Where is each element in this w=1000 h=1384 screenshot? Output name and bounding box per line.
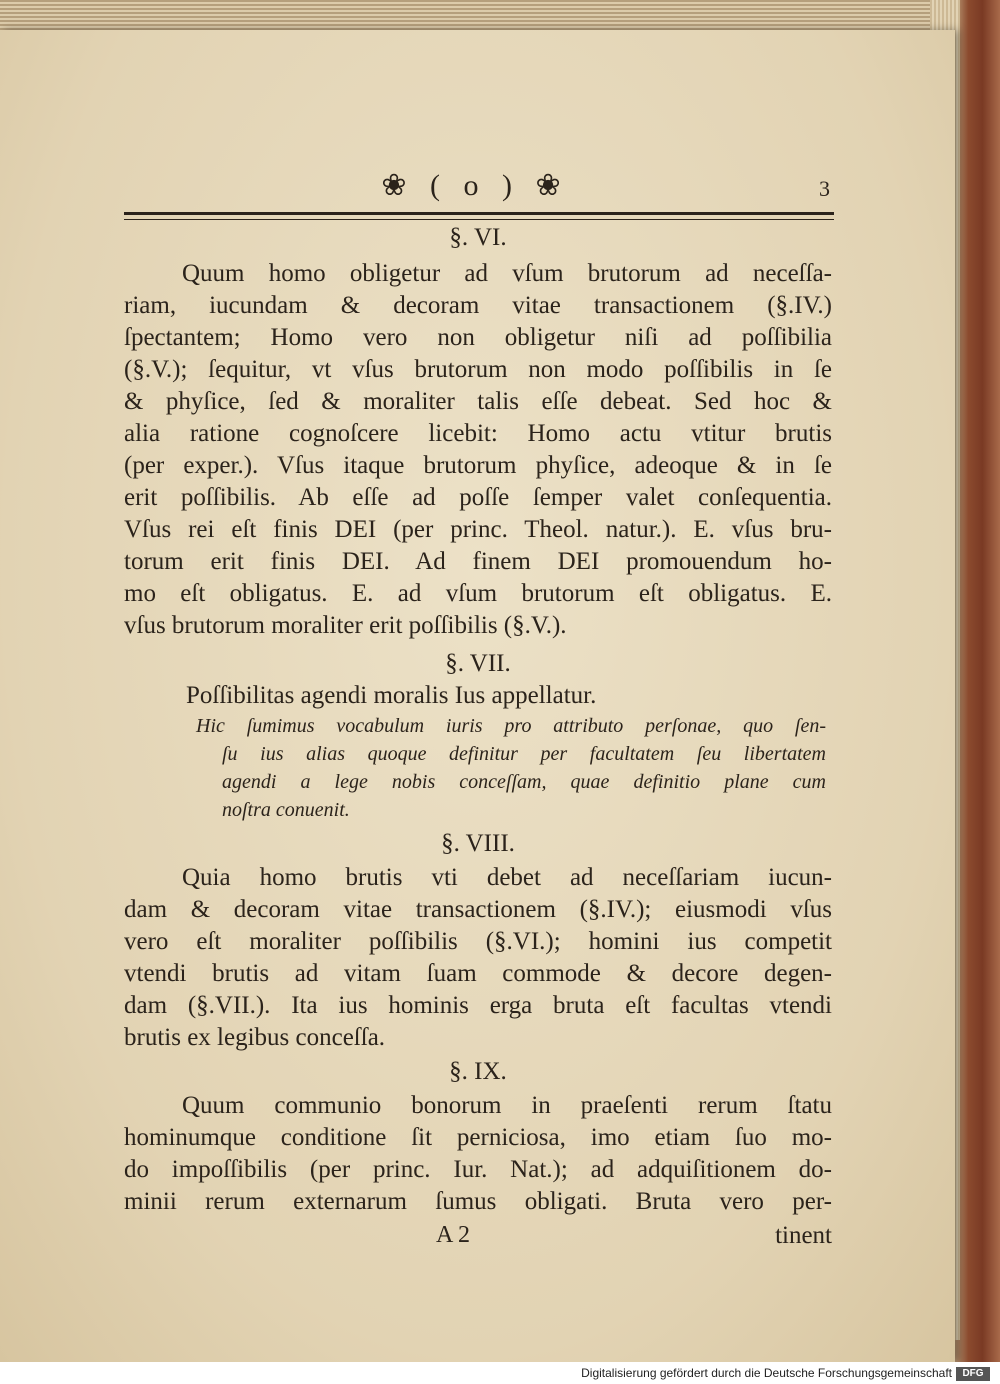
section-heading-8: §. VIII. [441,830,515,857]
paragraph-line: Quum homo obligetur ad vſum brutorum ad neceſſa- [182,260,832,287]
section-heading-6: §. VI. [449,224,507,251]
note-line: agendi a lege nobis conceſſam, quae definitio plane cum [222,771,826,793]
footer-bar [0,1362,1000,1384]
paragraph-line: vero eſt moraliter poſſibilis (§.VI.); homini ius competit [124,928,832,955]
paragraph-line: riam, iucundam & decoram vitae transactionem (§.IV.) [124,292,832,319]
funding-credit: Digitalisierung gefördert durch die Deutsche Forschungsgemeinschaft [581,1366,952,1380]
page-number: 3 [819,176,830,201]
paragraph-line: vſus brutorum moraliter erit poſſibilis (§.V.). [124,612,567,639]
paragraph-line: & phyſice, ſed & moraliter talis eſſe debeat. Sed hoc & [124,388,832,415]
running-header [120,168,830,208]
paragraph-line: ſpectantem; Homo vero non obligetur niſi ad poſſibilia [124,324,832,351]
signature-mark: A 2 [436,1222,471,1248]
paragraph-line: (per exper.). Vſus itaque brutorum phyſice, adeoque & in ſe [124,452,832,479]
paragraph-line: dam (§.VII.). Ita ius hominis erga bruta eſt facultas vtendi [124,992,832,1019]
paragraph-line: Quia homo brutis vti debet ad neceſſariam iucun- [182,864,832,891]
header-ornament: ❀ ( o ) ❀ [381,169,569,202]
paragraph-line: hominumque conditione ſit perniciosa, imo etiam ſuo mo- [124,1124,832,1151]
paragraph-line: Quum communio bonorum in praeſenti rerum ſtatu [182,1092,832,1119]
paragraph-line: vtendi brutis ad vitam ſuam commode & decore degen- [124,960,832,987]
section-heading-9: §. IX. [449,1058,507,1085]
definition-line: Poſſibilitas agendi moralis Ius appellatur. [186,682,597,709]
paragraph-line: dam & decoram vitae transactionem (§.IV.); eiusmodi vſus [124,896,832,923]
note-line: ſu ius alias quoque definitur per facultatem ſeu libertatem [222,743,826,765]
paragraph-line: erit poſſibilis. Ab eſſe ad poſſe ſemper valet conſequentia. [124,484,832,511]
paragraph-line: mo eſt obligatus. E. ad vſum brutorum eſt obligatus. E. [124,580,832,607]
paragraph-line: minii rerum externarum ſumus obligati. Bruta vero per- [124,1188,832,1215]
dfg-logo: DFG [956,1367,990,1381]
paragraph-line: Vſus rei eſt finis DEI (per princ. Theol. natur.). E. vſus bru- [124,516,832,543]
section-heading-7: §. VII. [445,650,511,677]
paragraph-line: do impoſſibilis (per princ. Iur. Nat.); ad adquiſitionem do- [124,1156,832,1183]
paragraph-line: torum erit finis DEI. Ad finem DEI promouendum ho- [124,548,832,575]
note-line: noſtra conuenit. [222,799,350,821]
catchword: tinent [775,1222,832,1249]
paragraph-line: brutis ex legibus conceſſa. [124,1024,386,1051]
note-line: Hic ſumimus vocabulum iuris pro attributo perſonae, quo ſen- [196,715,826,737]
header-rule [124,212,834,220]
paragraph-line: alia ratione cognoſcere licebit: Homo actu vtitur brutis [124,420,832,447]
paragraph-line: (§.V.); ſequitur, vt vſus brutorum non modo poſſibilis in ſe [124,356,832,383]
